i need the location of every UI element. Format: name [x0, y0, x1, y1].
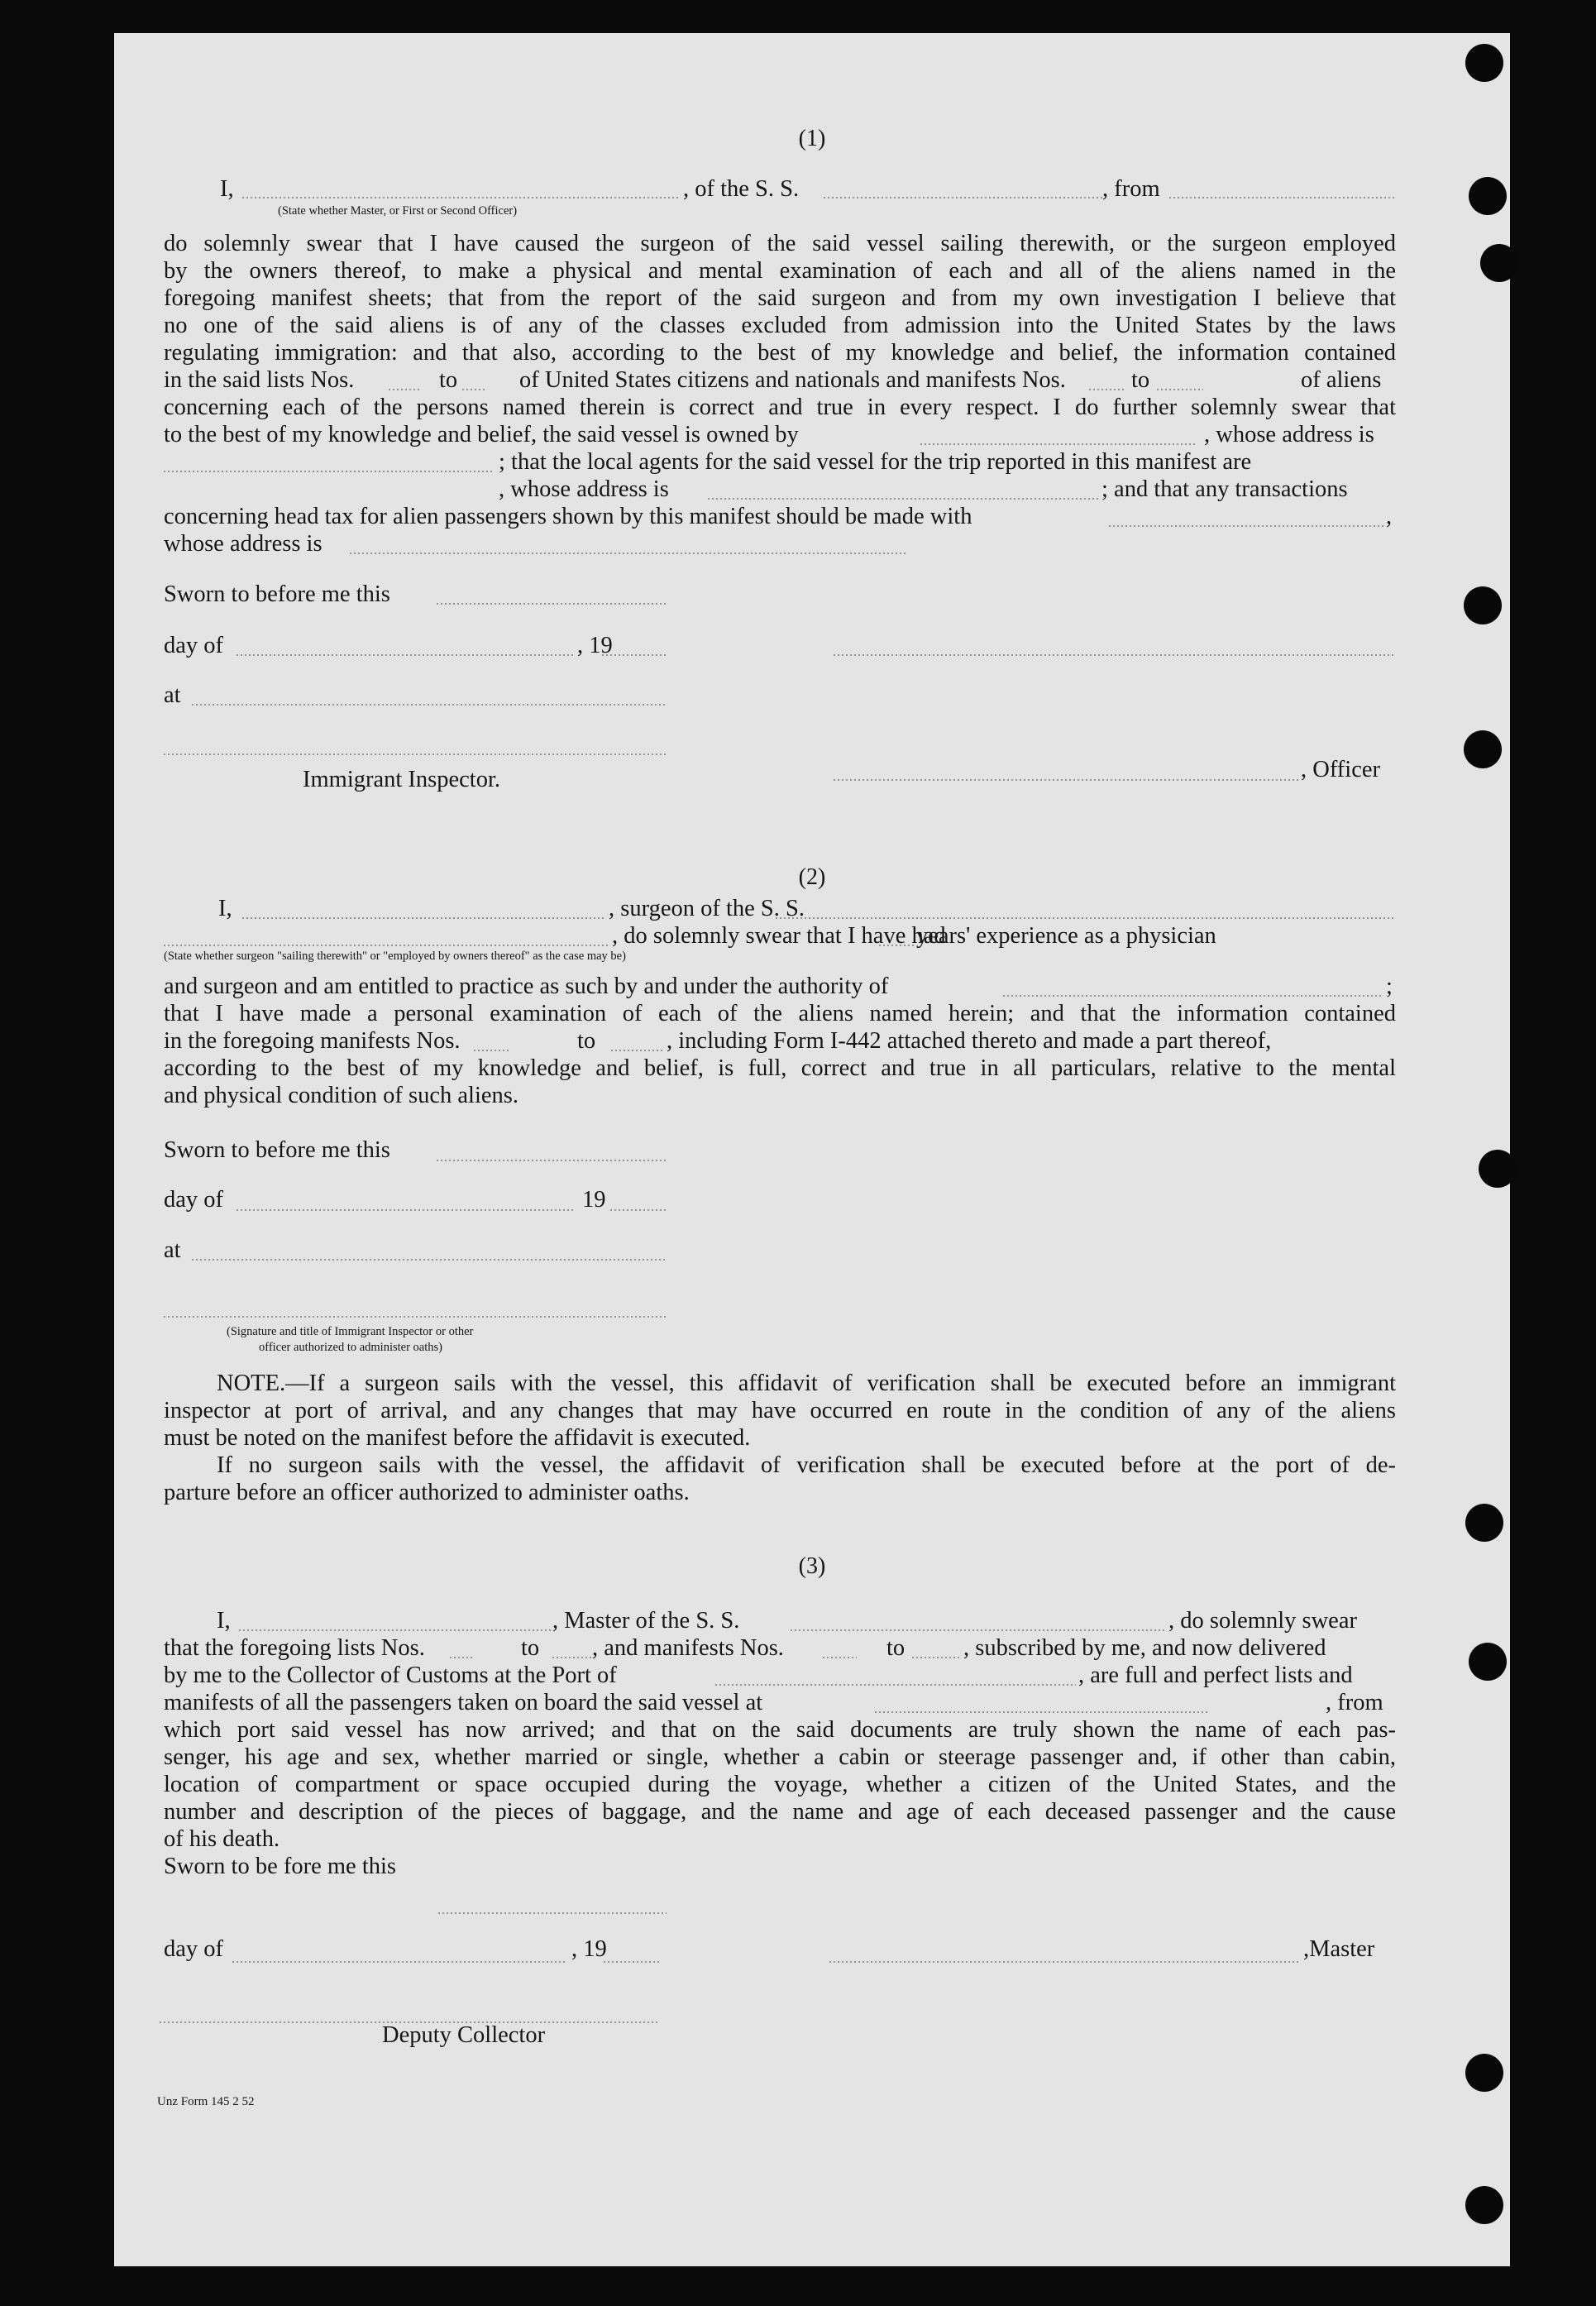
section-1-number: (1)	[798, 126, 826, 151]
manifest-affidavit-page: (1) I, , of the S. S. , from (State whether Master, or First or Second Officer) do solemnly swear that I have caused the surgeon of the said vessel sailing therewith, or the surgeon employed by the owners thereof, to make a physical and mental examination of each and all of the aliens named in the foregoing manifest sheets; that from the report of the said surgeon and from my own investigation I believe that no one of the said aliens is of any of the classes excluded from admission into the United States by the laws regulating immigration: and that also, according to the best of my knowledge and belief, the information contained in the said lists Nos. to of United States citizens and nationals and manifests Nos. to of aliens concerning each of the persons named therein is correct and true in every respect. I do further solemnly swear that to the best of my knowledge and belief, the said vessel is owned by , whose address is ; that the local agents for the said vessel for the trip reported in this manifest are , whose address is ; and that any transactions concerning head tax for alien passengers shown by this manifest should be made with , whose address is Sworn to before me this day of , 19 at Immigrant Inspector. , Officer (2) I, , surgeon of the S. S. , do solemnly swear that I have had years' experience as a physician (State whether surgeon "sailing therewith" or "employed by owners thereof" as the case may be) and surgeon and am entitled to practice as such by and under the authority of ; that I have made a personal examination of each of the aliens named herein; and that the information contained in the foregoing manifests Nos. to , including Form I-442 attached thereto and made a part thereof, according to the best of my knowledge and belief, is full, correct and true in all particulars, relative to the mental and physical condition of such aliens. Sworn to before me this day of 19 at (Signature and title of Immigrant Inspector or other officer authorized to administer oaths) NOTE.—If a surgeon sails with the vessel, this affidavit of verification shall be executed before an immigrant inspector at port of arrival, and any changes that may have occurred en route in the condition of any of the aliens must be noted on the manifest before the affidavit is executed. If no surgeon sails with the vessel, the affidavit of verification shall be executed before at the port of de- parture before an officer authorized to administer oaths. (3) I, , Master of the S. S. , do solemnly swear that the foregoing lists Nos. to , and manifests Nos. to , subscribed by me, and now delivered by me to the Collector of Customs at the Port of , are full and perfect lists and manifests of all the passengers taken on board the said vessel at , from which port said vessel has now arrived; and that on the said documents are truly shown the name of each pas- senger, his age and sex, whether married or single, whether a cabin or steerage passenger and, if other than cabin, location of compartment or space occupied during the voyage, whether a citizen of the United States, and the number and description of the pieces of baggage, and the name and age of each deceased passenger and the cause of his death. Sworn to be fore me this day of , 19 ,Master Deputy Collector Unz Form 145 2 52	[114, 33, 1510, 2266]
s1-sworn: Sworn to before me this	[164, 581, 390, 607]
punch-hole	[1469, 1643, 1507, 1681]
s1-immigrant-inspector: Immigrant Inspector.	[303, 767, 501, 792]
note-text: NOTE.—If a surgeon sails with the vessel, this affidavit of verification shall be executed before an immigrant inspector at port of arrival, and any changes that may have occurred en route in the condition of any of the aliens must be noted on the manifest before the affidavit is executed. If no surgeon sails with the vessel, the affidavit of verification shall be executed before at the port of de- parture before an officer authorized to administer oaths.	[164, 1371, 1396, 1505]
form-number-footer: Unz Form 145 2 52	[157, 2095, 255, 2108]
punch-hole	[1469, 177, 1507, 215]
s1-day-of: day of	[164, 633, 224, 658]
punch-hole	[1479, 1150, 1517, 1188]
s2-surgeon-note: (State whether surgeon "sailing therewith" or "employed by owners thereof" as the case may be)	[164, 950, 626, 963]
punch-hole	[1464, 586, 1502, 624]
punch-hole	[1465, 1504, 1503, 1542]
section-3-number: (3)	[798, 1553, 826, 1579]
punch-hole	[1465, 2054, 1503, 2092]
s1-at: at	[164, 682, 181, 708]
deputy-collector: Deputy Collector	[382, 2022, 546, 2048]
s1-officer-note: (State whether Master, or First or Second Officer)	[278, 204, 518, 218]
punch-hole	[1465, 2186, 1503, 2224]
s1-officer: , Officer	[1301, 757, 1381, 782]
punch-hole	[1465, 44, 1503, 82]
punch-hole	[1464, 730, 1502, 768]
s1-from: , from	[1102, 176, 1160, 202]
s1-i: I,	[220, 176, 234, 202]
section-1-oath-text: do solemnly swear that I have caused the surgeon of the said vessel sailing therewith, or the surgeon employed by the owners thereof, to make a physical and mental examination of each and all of the aliens named in the foregoing manifest sheets; that from the report of the said surgeon and from my own investigation I believe that no one of the said aliens is of any of the classes excluded from admission into the United States by the laws regulating immigration: and that also, according to the best of my knowledge and belief, the information contained	[164, 231, 1396, 366]
s1-of-ss: , of the S. S.	[683, 176, 800, 202]
punch-hole	[1480, 244, 1518, 282]
section-2-number: (2)	[798, 864, 826, 890]
